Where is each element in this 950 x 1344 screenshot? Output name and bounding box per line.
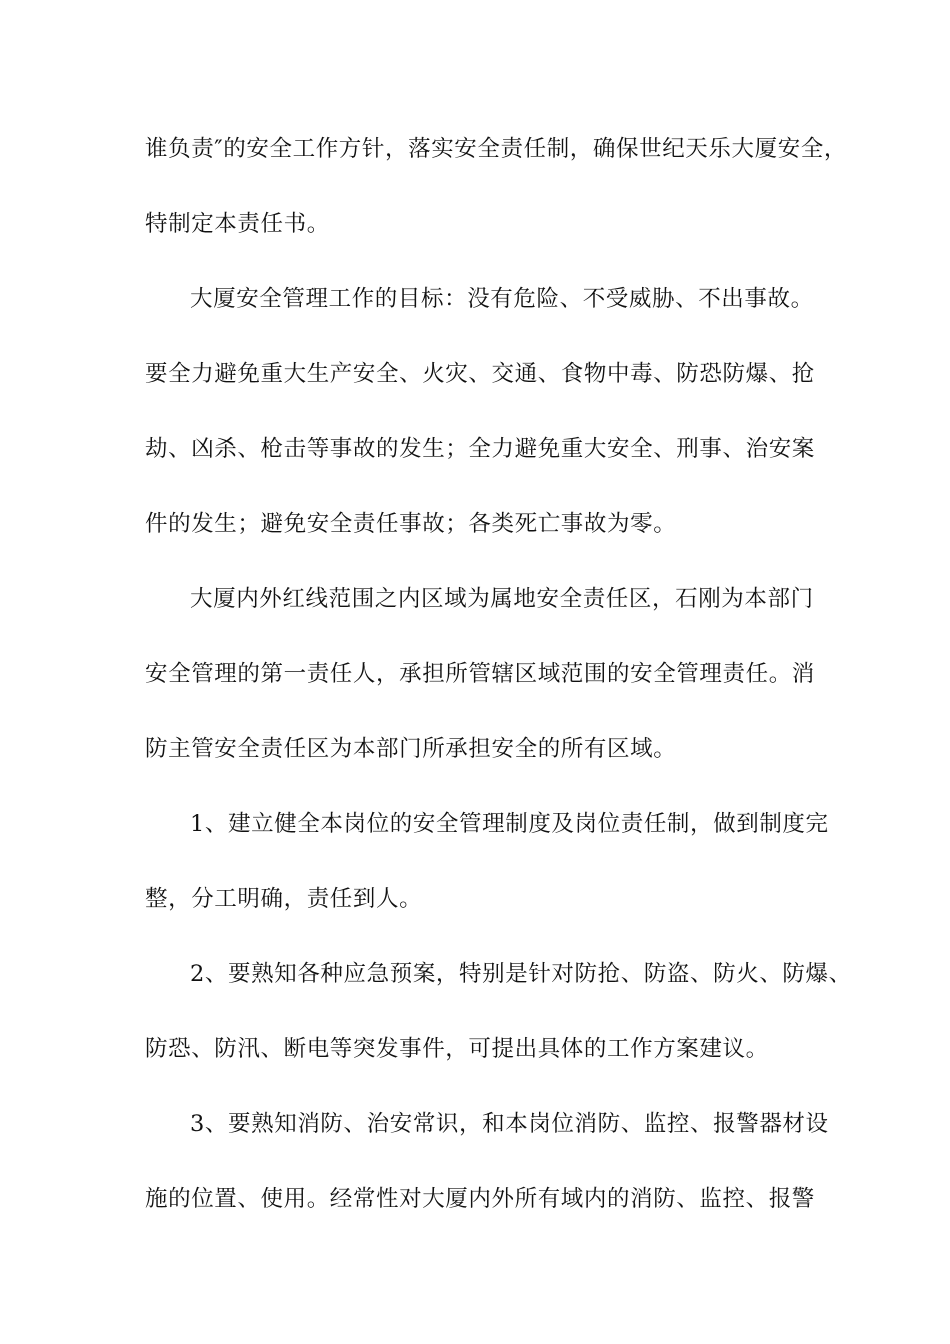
paragraph-line: 大厦内外红线范围之内区域为属地安全责任区，石刚为本部门 (190, 586, 814, 612)
paragraph-line: 防主管安全责任区为本部门所承担安全的所有区域。 (145, 736, 677, 762)
paragraph-line: 大厦安全管理工作的目标：没有危险、不受威胁、不出事故。 (190, 286, 814, 312)
paragraph-line: 要全力避免重大生产安全、火灾、交通、食物中毒、防恐防爆、抢 (145, 361, 815, 387)
list-item-line: 1、建立健全本岗位的安全管理制度及岗位责任制，做到制度完 (190, 811, 829, 837)
list-item-line: 3、要熟知消防、治安常识，和本岗位消防、监控、报警器材设 (190, 1111, 829, 1137)
paragraph-line: 劫、凶杀、枪击等事故的发生；全力避免重大安全、刑事、治安案 (145, 436, 815, 462)
paragraph-line: 谁负责″的安全工作方针，落实安全责任制，确保世纪天乐大厦安全， (145, 136, 848, 162)
list-item-line: 整，分工明确，责任到人。 (145, 886, 423, 912)
paragraph-line: 特制定本责任书。 (145, 211, 330, 237)
paragraph-line: 件的发生；避免安全责任事故；各类死亡事故为零。 (145, 511, 677, 537)
list-item-line: 施的位置、使用。经常性对大厦内外所有域内的消防、监控、报警 (145, 1186, 815, 1212)
paragraph-line: 安全管理的第一责任人，承担所管辖区域范围的安全管理责任。消 (145, 661, 815, 687)
list-item-line: 防恐、防汛、断电等突发事件，可提出具体的工作方案建议。 (145, 1036, 769, 1062)
list-item-line: 2、要熟知各种应急预案，特别是针对防抢、防盗、防火、防爆、 (190, 961, 852, 987)
